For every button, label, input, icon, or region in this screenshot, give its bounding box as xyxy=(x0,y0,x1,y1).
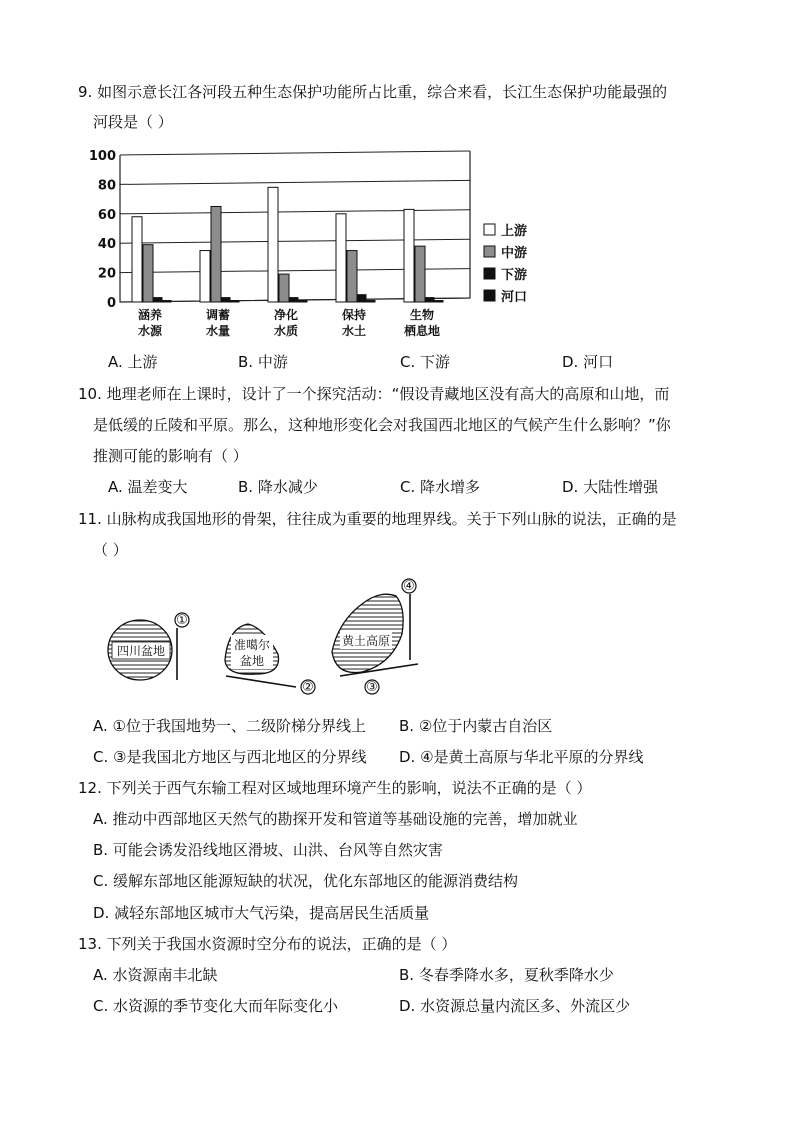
x-category-label: 水源 xyxy=(137,324,163,338)
bar-河口 xyxy=(367,301,375,302)
bar-下游 xyxy=(426,298,434,302)
q11-option-c[interactable]: C. ③是我国北方地区与西北地区的分界线 xyxy=(93,748,367,766)
bar-中游 xyxy=(143,245,153,302)
q11-option-d[interactable]: D. ④是黄土高原与华北平原的分界线 xyxy=(399,748,644,766)
y-tick-label: 100 xyxy=(88,149,116,164)
mountain-2-line xyxy=(226,676,296,687)
y-tick-label: 20 xyxy=(97,266,116,282)
legend-label: 下游 xyxy=(501,268,528,283)
bar-中游 xyxy=(347,251,357,302)
bar-中游 xyxy=(211,206,221,302)
y-tick-label: 40 xyxy=(97,237,116,253)
q13-stem: 13. 下列关于我国水资源时空分布的说法，正确的是（ ） xyxy=(78,935,457,953)
q11-option-b[interactable]: B. ②位于内蒙古自治区 xyxy=(399,717,553,735)
x-category-label: 栖息地 xyxy=(403,324,441,338)
q9-stem-line1: 9. 如图示意长江各河段五种生态保护功能所占比重，综合来看，长江生态保护功能最强的 xyxy=(78,83,668,101)
q13-option-a[interactable]: A. 水资源南丰北缺 xyxy=(93,966,218,984)
legend-label: 上游 xyxy=(501,224,528,239)
junggar-basin-label-line1: 准噶尔 xyxy=(233,638,271,652)
legend-label: 河口 xyxy=(501,290,528,305)
bar-中游 xyxy=(279,274,289,302)
q12-option-c[interactable]: C. 缓解东部地区能源短缺的状况，优化东部地区的能源消费结构 xyxy=(93,872,519,890)
bar-上游 xyxy=(336,214,346,302)
y-tick-label: 60 xyxy=(97,207,116,223)
bar-上游 xyxy=(404,209,414,302)
loess-plateau-label: 黄土高原 xyxy=(341,634,391,648)
bar-上游 xyxy=(132,217,142,302)
x-category-label: 水土 xyxy=(341,324,367,338)
mountain-4-marker: ④ xyxy=(403,579,415,594)
bar-中游 xyxy=(415,246,425,302)
q9-option-d[interactable]: D. 河口 xyxy=(562,353,614,371)
bar-下游 xyxy=(222,298,230,302)
q9-stem-line2: 河段是（ ） xyxy=(93,113,173,131)
q11-mountain-diagram xyxy=(100,572,440,702)
bar-河口 xyxy=(435,301,443,302)
x-category-label: 涵养 xyxy=(137,308,163,322)
q9-option-a[interactable]: A. 上游 xyxy=(108,353,158,371)
bar-河口 xyxy=(163,301,171,302)
x-category-label: 水质 xyxy=(273,324,299,338)
q9-bar-chart xyxy=(80,142,550,342)
q10-stem-line3: 推测可能的影响有（ ） xyxy=(93,447,248,465)
bar-上游 xyxy=(200,251,210,302)
mountain-2-marker: ② xyxy=(302,680,314,695)
q10-option-b[interactable]: B. 降水减少 xyxy=(238,478,318,496)
q10-option-d[interactable]: D. 大陆性增强 xyxy=(562,478,659,496)
bar-下游 xyxy=(358,295,366,302)
legend-swatch xyxy=(484,246,495,257)
bar-下游 xyxy=(154,298,162,302)
x-category-label: 水量 xyxy=(205,324,231,338)
q12-option-d[interactable]: D. 减轻东部地区城市大气污染，提高居民生活质量 xyxy=(93,904,430,922)
y-tick-label: 80 xyxy=(97,178,116,194)
mountain-1-marker: ① xyxy=(176,613,188,628)
legend-swatch xyxy=(484,290,495,301)
bar-河口 xyxy=(231,301,239,302)
x-category-label: 调蓄 xyxy=(205,308,231,322)
bar-河口 xyxy=(299,301,307,302)
q11-option-a[interactable]: A. ①位于我国地势一、二级阶梯分界线上 xyxy=(93,717,366,735)
x-category-label: 保持 xyxy=(341,308,367,322)
y-tick-label: 0 xyxy=(106,296,116,311)
q11-stem-line1: 11. 山脉构成我国地形的骨架，往往成为重要的地理界线。关于下列山脉的说法，正确的是 xyxy=(78,510,677,528)
q13-option-c[interactable]: C. 水资源的季节变化大而年际变化小 xyxy=(93,997,339,1015)
q10-option-a[interactable]: A. 温差变大 xyxy=(108,478,188,496)
q9-option-b[interactable]: B. 中游 xyxy=(238,353,288,371)
bar-下游 xyxy=(290,298,298,302)
q12-option-b[interactable]: B. 可能会诱发沿线地区滑坡、山洪、台风等自然灾害 xyxy=(93,841,443,859)
q13-option-d[interactable]: D. 水资源总量内流区多、外流区少 xyxy=(399,997,631,1015)
junggar-basin-label-line2: 盆地 xyxy=(239,654,265,668)
q10-stem-line1: 10. 地理老师在上课时，设计了一个探究活动：“假设青藏地区没有高大的高原和山地，而 xyxy=(78,385,670,403)
q10-option-c[interactable]: C. 降水增多 xyxy=(400,478,481,496)
legend-swatch xyxy=(484,268,495,279)
mountain-3-marker: ③ xyxy=(366,680,378,695)
x-category-label: 生物 xyxy=(409,308,435,322)
bar-上游 xyxy=(268,187,278,302)
q12-option-a[interactable]: A. 推动中西部地区天然气的勘探开发和管道等基础设施的完善，增加就业 xyxy=(93,810,578,828)
q13-option-b[interactable]: B. 冬春季降水多，夏秋季降水少 xyxy=(399,966,614,984)
legend-swatch xyxy=(484,224,495,235)
q12-stem: 12. 下列关于西气东输工程对区域地理环境产生的影响，说法不正确的是（ ） xyxy=(78,779,592,797)
sichuan-basin-label: 四川盆地 xyxy=(116,644,166,658)
legend-label: 中游 xyxy=(501,246,528,261)
q9-option-c[interactable]: C. 下游 xyxy=(400,353,451,371)
q11-stem-line2: （ ） xyxy=(93,541,128,559)
x-category-label: 净化 xyxy=(273,308,299,322)
q10-stem-line2: 是低缓的丘陵和平原。那么，这种地形变化会对我国西北地区的气候产生什么影响？”你 xyxy=(93,416,671,434)
